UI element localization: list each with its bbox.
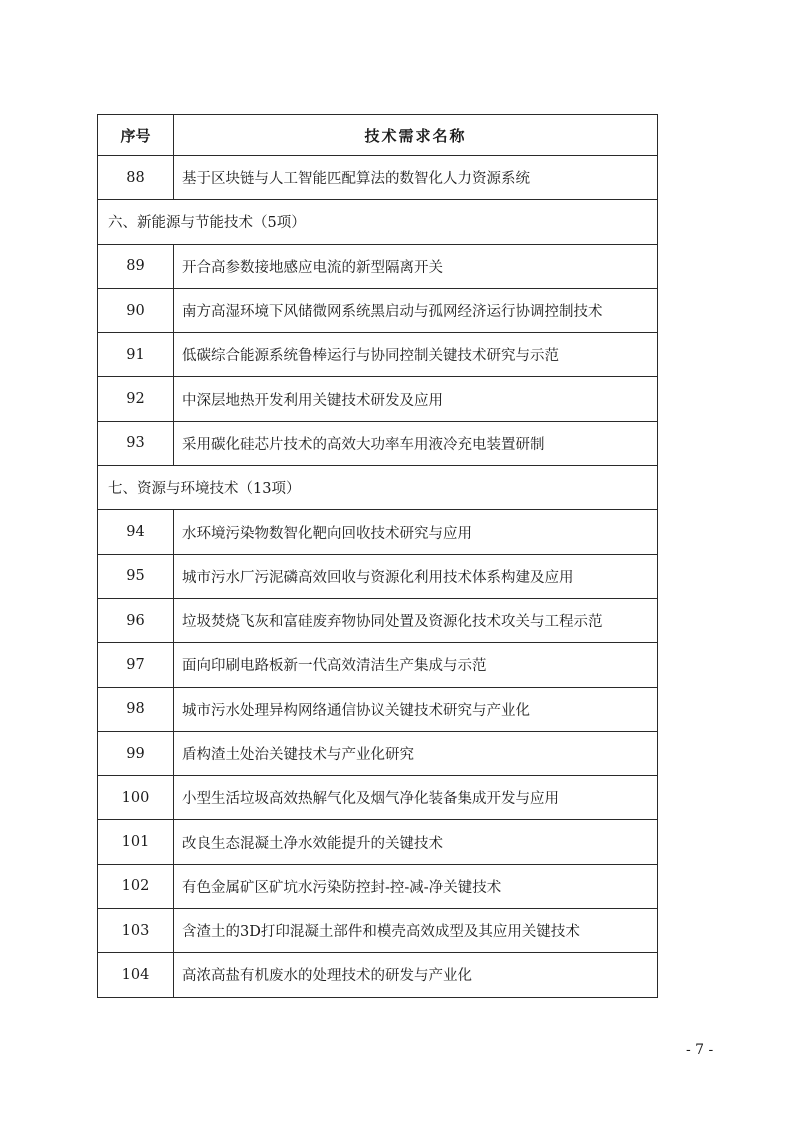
table-row <box>98 554 658 598</box>
row-num: 96 <box>98 598 174 642</box>
header-name: 技术需求名称 <box>174 115 658 156</box>
table-row <box>98 288 658 332</box>
table-row <box>98 643 658 687</box>
section-row <box>98 200 658 244</box>
row-num: 89 <box>98 244 174 288</box>
table-row <box>98 333 658 377</box>
row-name: 中深层地热开发利用关键技术研发及应用 <box>174 377 658 421</box>
page-number: - 7 - <box>686 1042 714 1058</box>
row-name: 低碳综合能源系统鲁棒运行与协同控制关键技术研究与示范 <box>174 333 658 377</box>
row-num: 88 <box>98 156 174 200</box>
row-name: 垃圾焚烧飞灰和富硅废弃物协同处置及资源化技术攻关与工程示范 <box>174 598 658 642</box>
row-num: 91 <box>98 333 174 377</box>
row-num: 90 <box>98 288 174 332</box>
table-row <box>98 598 658 642</box>
table-row <box>98 776 658 820</box>
row-num: 98 <box>98 687 174 731</box>
row-num: 102 <box>98 864 174 908</box>
table-row <box>98 731 658 775</box>
row-num: 99 <box>98 731 174 775</box>
table-row <box>98 909 658 953</box>
table-row <box>98 377 658 421</box>
tech-requirements-table <box>97 114 658 998</box>
table-row <box>98 421 658 465</box>
row-name: 城市污水厂污泥磷高效回收与资源化利用技术体系构建及应用 <box>174 554 658 598</box>
row-num: 92 <box>98 377 174 421</box>
row-num: 93 <box>98 421 174 465</box>
row-name: 开合高参数接地感应电流的新型隔离开关 <box>174 244 658 288</box>
header-num: 序号 <box>98 115 174 156</box>
row-name: 高浓高盐有机废水的处理技术的研发与产业化 <box>174 953 658 997</box>
row-num: 94 <box>98 510 174 554</box>
row-name: 采用碳化硅芯片技术的高效大功率车用液冷充电装置研制 <box>174 421 658 465</box>
table-row <box>98 953 658 997</box>
row-num: 101 <box>98 820 174 864</box>
row-name: 面向印刷电路板新一代高效清洁生产集成与示范 <box>174 643 658 687</box>
section-title: 六、新能源与节能技术（5项） <box>98 200 658 244</box>
row-name: 有色金属矿区矿坑水污染防控封-控-减-净关键技术 <box>174 864 658 908</box>
table-row <box>98 820 658 864</box>
row-num: 104 <box>98 953 174 997</box>
section-row <box>98 466 658 510</box>
table-row <box>98 510 658 554</box>
row-num: 97 <box>98 643 174 687</box>
row-name: 水环境污染物数智化靶向回收技术研究与应用 <box>174 510 658 554</box>
row-name: 小型生活垃圾高效热解气化及烟气净化装备集成开发与应用 <box>174 776 658 820</box>
table-row <box>98 244 658 288</box>
table-body <box>98 156 658 998</box>
table-row <box>98 864 658 908</box>
row-name: 基于区块链与人工智能匹配算法的数智化人力资源系统 <box>174 156 658 200</box>
row-name: 含渣土的3D打印混凝土部件和模壳高效成型及其应用关键技术 <box>174 909 658 953</box>
row-num: 95 <box>98 554 174 598</box>
table-row <box>98 687 658 731</box>
row-name: 城市污水处理异构网络通信协议关键技术研究与产业化 <box>174 687 658 731</box>
row-num: 103 <box>98 909 174 953</box>
table-header-row <box>98 115 658 156</box>
row-name: 改良生态混凝土净水效能提升的关键技术 <box>174 820 658 864</box>
table-row <box>98 156 658 200</box>
row-num: 100 <box>98 776 174 820</box>
row-name: 盾构渣土处治关键技术与产业化研究 <box>174 731 658 775</box>
row-name: 南方高湿环境下风储微网系统黑启动与孤网经济运行协调控制技术 <box>174 288 658 332</box>
section-title: 七、资源与环境技术（13项） <box>98 466 658 510</box>
